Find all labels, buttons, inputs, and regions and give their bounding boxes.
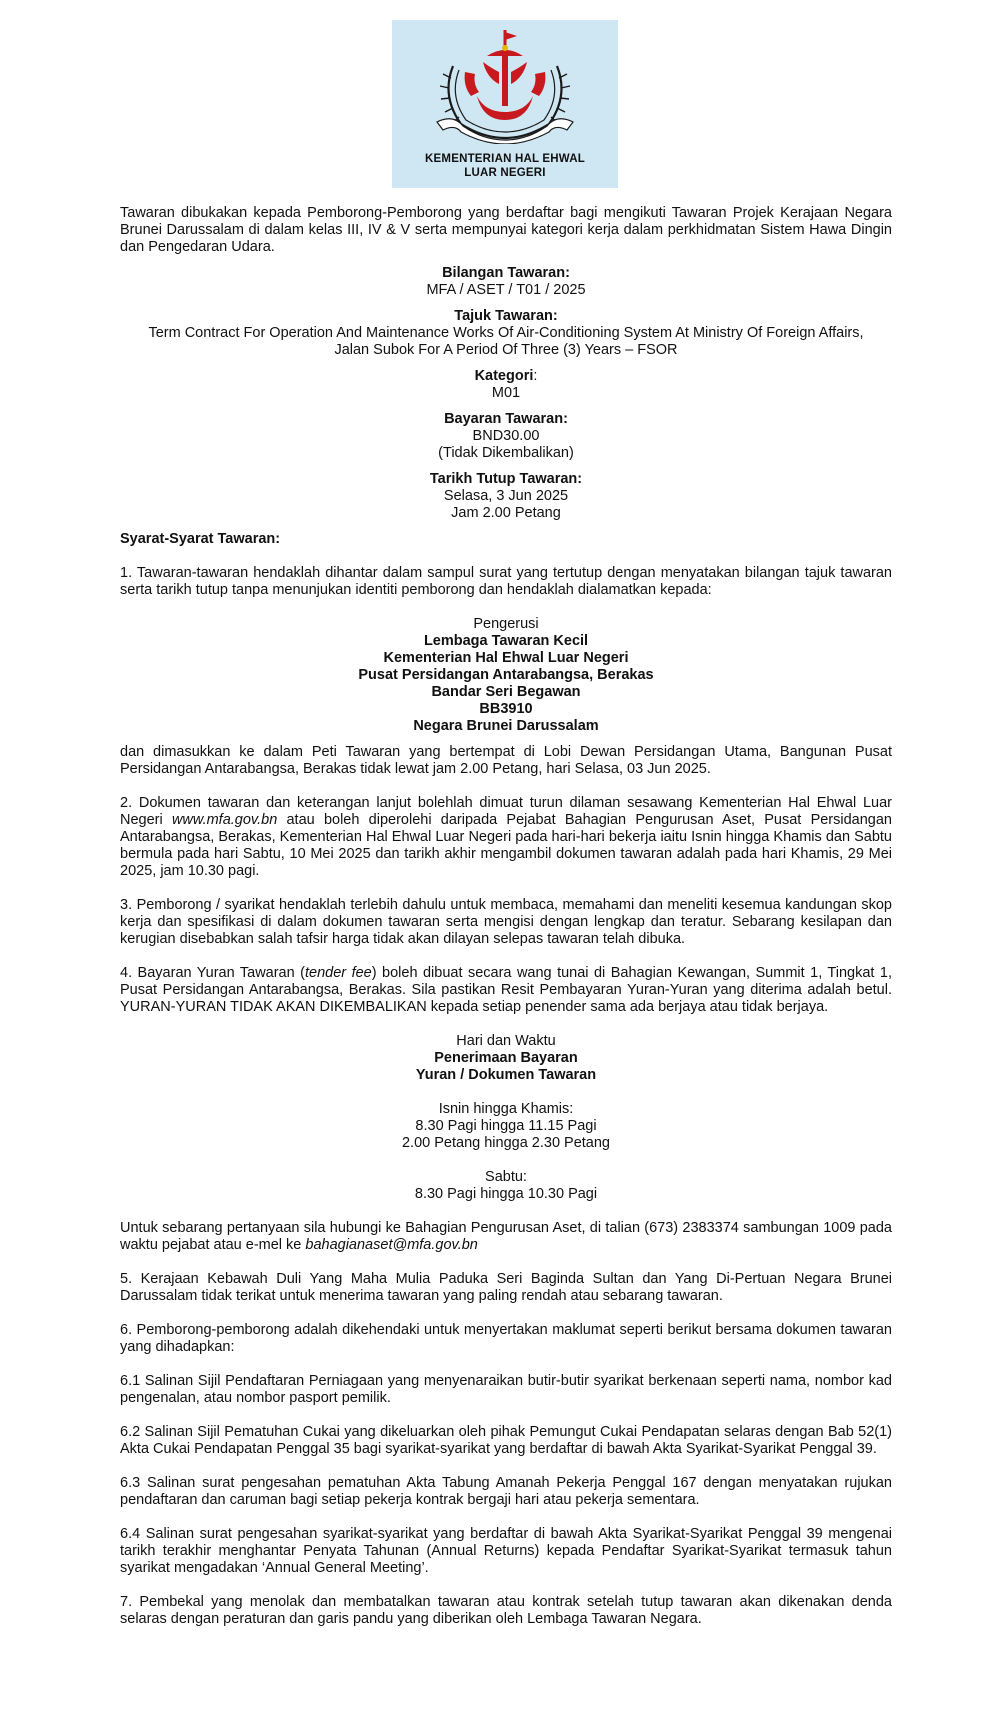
email-link[interactable]: bahagianaset@mfa.gov.bn xyxy=(305,1237,478,1253)
item-2 xyxy=(120,795,892,880)
address-line5: Bandar Seri Begawan xyxy=(431,684,581,700)
royal-crest-icon xyxy=(433,26,577,144)
item-4 xyxy=(120,965,892,1016)
weekday-label: Isnin hingga Khamis: xyxy=(438,1101,574,1117)
item-6-1: 6.1 Salinan Sijil Pendaftaran Perniagaan yang menyenaraikan butir-butir syarikat berkenaan seperti nama, nombor kad pengenalan, atau nombor pasport pemilik. xyxy=(120,1373,892,1406)
tajuk-line1: Term Contract For Operation And Maintenance Works Of Air-Conditioning System At Ministry Of Foreign Affairs, xyxy=(148,325,864,341)
item-2-text-a: 2. Dokumen tawaran dan keterangan lanjut bolehlah dimuat turun dilaman sesawang Kementerian Hal Ehwal Luar Negeri xyxy=(120,795,892,828)
website-link[interactable]: www.mfa.gov.bn xyxy=(171,812,278,828)
tajuk-label: Tajuk Tawaran: xyxy=(454,308,558,324)
schedule-line3: Yuran / Dokumen Tawaran xyxy=(415,1067,597,1083)
intro-paragraph: Tawaran dibukakan kepada Pemborong-Pemborong yang berdaftar bagi mengikuti Tawaran Projek Kerajaan Negara Brunei Darussalam di dalam kelas III, IV & V serta mempunyai kategori kerja dalam perkhidmatan Sistem Hawa Dingin dan Pengedaran Udara. xyxy=(120,205,892,255)
bayaran-value: BND30.00 xyxy=(472,428,540,444)
schedule-line1: Hari dan Waktu xyxy=(456,1033,556,1049)
address-line4: Pusat Persidangan Antarabangsa, Berakas xyxy=(358,667,654,683)
kategori-colon: : xyxy=(533,368,538,384)
schedule-line2: Penerimaan Bayaran xyxy=(434,1050,578,1066)
tajuk-line2: Jalan Subok For A Period Of Three (3) Years – FSOR xyxy=(334,342,678,358)
item-3: 3. Pemborong / syarikat hendaklah terlebih dahulu untuk membaca, memahami dan meneliti kesemua kandungan skop kerja dan spesifikasi di dalam dokumen tawaran serta mengisi dengan lengkap dan teratur. Sebarang kesilapan dan kerugian disebabkan salah tafsir harga tidak akan dilayan selepas tawaran telah dibuka. xyxy=(120,897,892,947)
address-block xyxy=(120,616,892,735)
item-4-text-a: 4. Bayaran Yuran Tawaran ( xyxy=(120,965,305,981)
item-6-2: 6.2 Salinan Sijil Pematuhan Cukai yang dikeluarkan oleh pihak Pemungut Cukai Pendapatan selaras dengan Bab 52(1) Akta Cukai Pendapatan Penggal 35 bagi syarikat-syarikat yang berdaftar di bawah Akta Syarikat-Syarikat Penggal 39. xyxy=(120,1424,892,1457)
tender-notice xyxy=(120,205,892,1628)
tender-fee-term: tender fee xyxy=(304,965,372,981)
tarikh-label: Tarikh Tutup Tawaran: xyxy=(429,471,583,487)
item-6: 6. Pemborong-pemborong adalah dikehendaki untuk menyertakan maklumat seperti berikut bersama dokumen tawaran yang dihadapkan: xyxy=(120,1322,892,1355)
item-1-continued: dan dimasukkan ke dalam Peti Tawaran yang bertempat di Lobi Dewan Persidangan Utama, Bangunan Pusat Persidangan Antarabangsa, Berakas tidak lewat jam 2.00 Petang, hari Selasa, 03 Jun 2025. xyxy=(120,744,892,777)
logo-title-line1: KEMENTERIAN HAL EHWAL xyxy=(425,153,585,165)
tarikh-date: Selasa, 3 Jun 2025 xyxy=(443,488,569,504)
saturday-time: 8.30 Pagi hingga 10.30 Pagi xyxy=(414,1186,598,1202)
item-2-text-b: atau boleh diperolehi daripada Pejabat Bahagian Pengurusan Aset, Pusat Persidangan Antarabangsa, Berakas, Kementerian Hal Ehwal Luar Negeri pada hari-hari bekerja iaitu Isnin hingga Khamis dan Sabtu bermula pada hari Sabtu, 10 Mei 2025 dan tarikh akhir mengambil dokumen tawaran adalah pada hari Khamis, 29 Mei 2025, jam 10.30 pagi. xyxy=(120,812,892,879)
item-6-3: 6.3 Salinan surat pengesahan pematuhan Akta Tabung Amanah Pekerja Penggal 167 dengan menyatakan rujukan pendaftaran dan caruman bagi setiap pekerja kontrak bergaji hari atau pekerja sementara. xyxy=(120,1475,892,1508)
saturday-label: Sabtu: xyxy=(485,1169,527,1185)
syarat-heading: Syarat-Syarat Tawaran: xyxy=(120,531,281,547)
item-6-4: 6.4 Salinan surat pengesahan syarikat-syarikat yang berdaftar di bawah Akta Syarikat-Syarikat Penggal 39 mengenai tarikh terakhir menghantar Penyata Tahunan (Annual Returns) kepada Pendaftar Syarikat-Syarikat termasuk tahun syarikat mengadakan ‘Annual General Meeting’. xyxy=(120,1526,892,1576)
address-line6: BB3910 xyxy=(479,701,533,717)
tarikh-time: Jam 2.00 Petang xyxy=(451,505,561,521)
kategori-label: Kategori xyxy=(474,368,534,384)
logo-title-line2: LUAR NEGERI xyxy=(464,167,546,179)
address-line2: Lembaga Tawaran Kecil xyxy=(423,633,589,649)
payment-schedule xyxy=(120,1033,892,1203)
address-line1: Pengerusi xyxy=(473,616,539,632)
weekday-time2: 2.00 Petang hingga 2.30 Petang xyxy=(401,1135,610,1151)
item-5: 5. Kerajaan Kebawah Duli Yang Maha Mulia Paduka Seri Baginda Sultan dan Yang Di-Pertuan Negara Brunei Darussalam tidak terikat untuk menerima tawaran yang paling rendah atau sebarang tawaran. xyxy=(120,1271,892,1304)
bilangan-label: Bilangan Tawaran: xyxy=(442,265,570,281)
weekday-time1: 8.30 Pagi hingga 11.15 Pagi xyxy=(415,1118,597,1134)
bayaran-label: Bayaran Tawaran: xyxy=(444,411,568,427)
address-line3: Kementerian Hal Ehwal Luar Negeri xyxy=(383,650,629,666)
address-line7: Negara Brunei Darussalam xyxy=(413,718,599,734)
bayaran-note: (Tidak Dikembalikan) xyxy=(438,445,574,461)
contact-paragraph xyxy=(120,1220,892,1254)
item-4-text-b: ) boleh dibuat secara wang tunai di Bahagian Kewangan, Summit 1, Tingkat 1, Pusat Persidangan Antarabangsa, Berakas. Sila pastikan Resit Pembayaran Yuran-Yuran yang diterima adalah betul. YURAN-YURAN TIDAK AKAN DIKEMBALIKAN kepada setiap penender sama ada berjaya atau tidak berjaya. xyxy=(120,965,893,1015)
item-1: 1. Tawaran-tawaran hendaklah dihantar dalam sampul surat yang tertutup dengan menyatakan bilangan tajuk tawaran serta tarikh tutup tanpa menunjukan identiti pemborong dan hendaklah dialamatkan kepada: xyxy=(120,565,892,598)
kategori-value: M01 xyxy=(491,385,521,401)
item-7: 7. Pembekal yang menolak dan membatalkan tawaran atau kontrak setelah tutup tawaran akan dikenakan denda selaras dengan peraturan dan garis pandu yang diberikan oleh Lembaga Tawaran Negara. xyxy=(120,1594,892,1627)
contact-text: Untuk sebarang pertanyaan sila hubungi ke Bahagian Pengurusan Aset, di talian (673) 2383374 sambungan 1009 pada waktu pejabat atau e-mel ke xyxy=(120,1220,892,1253)
kategori-heading xyxy=(120,368,892,385)
bilangan-value: MFA / ASET / T01 / 2025 xyxy=(426,282,586,298)
ministry-logo xyxy=(392,20,618,188)
